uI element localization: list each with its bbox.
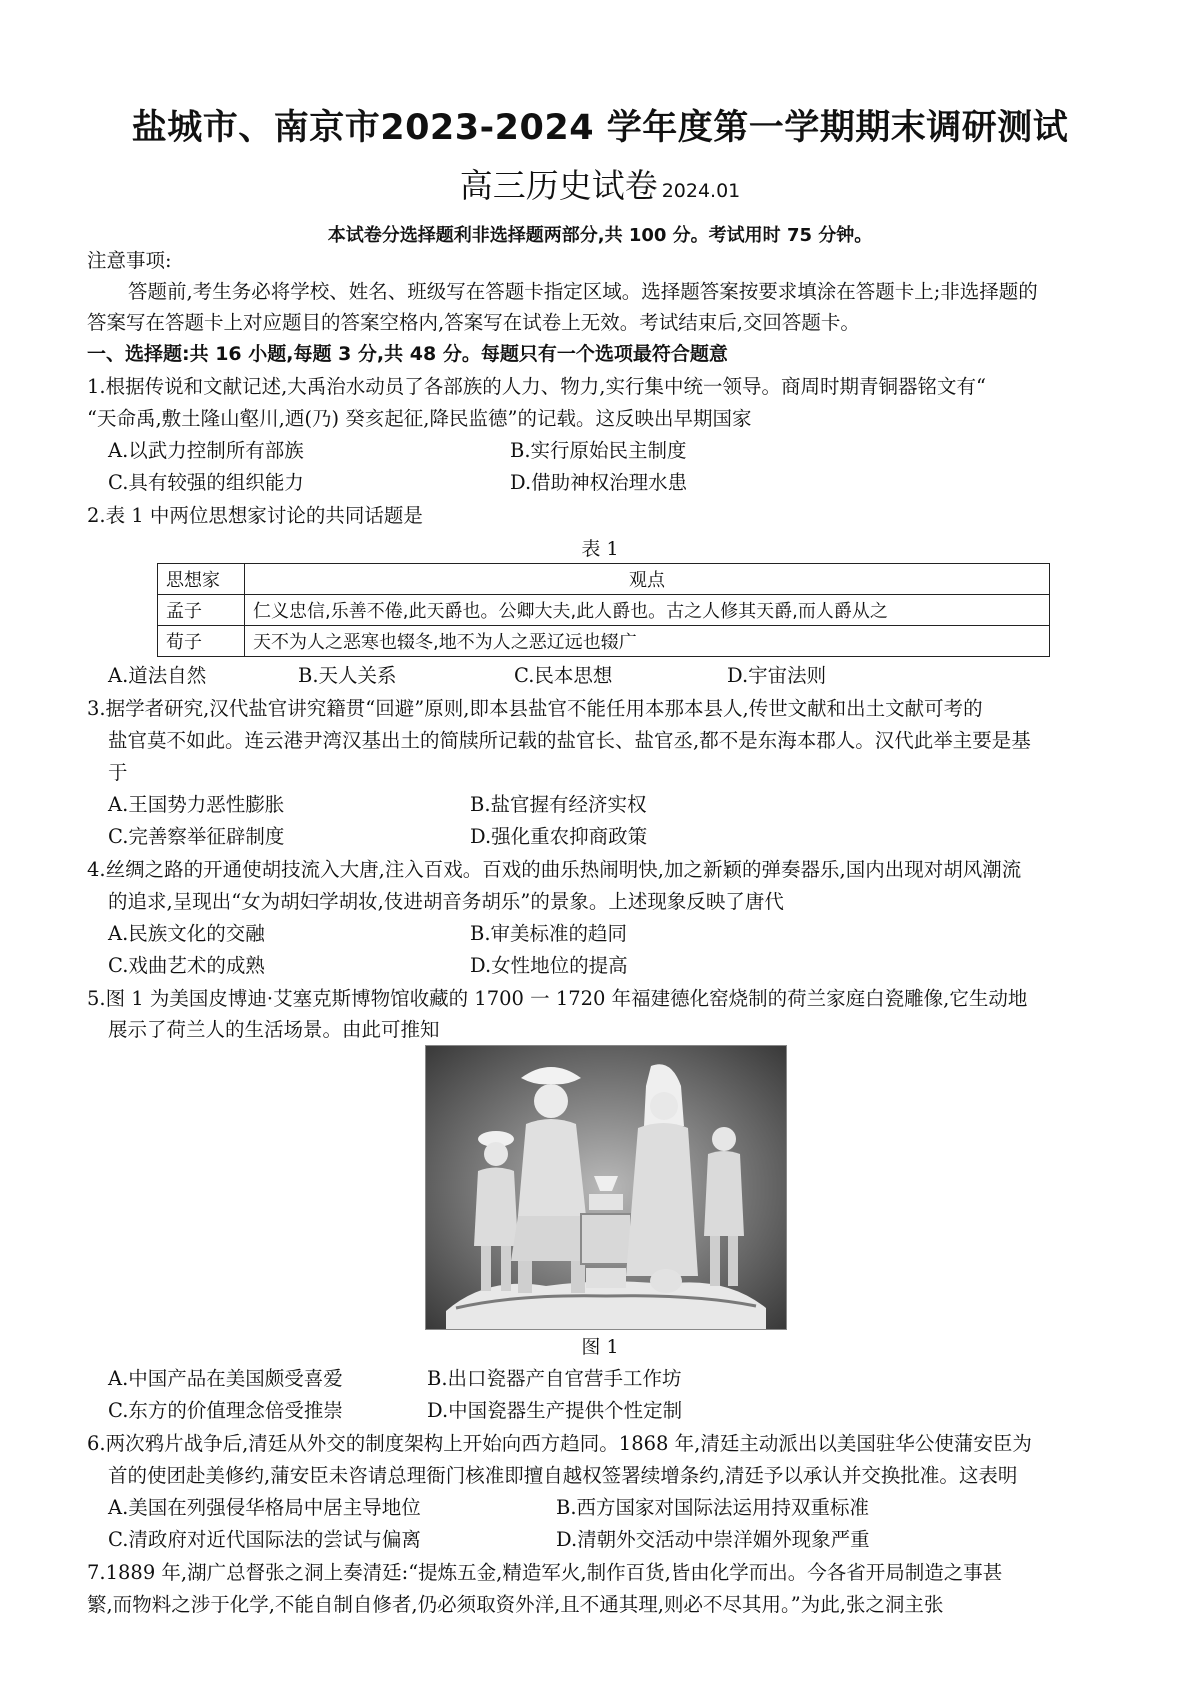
q5-stem-2: 展示了荷兰人的生活场景。由此可推知 <box>108 1018 440 1041</box>
porcelain-figure-photo <box>425 1045 787 1330</box>
q6-stem-2: 首的使团赴美修约,蒲安臣未咨请总理衙门核准即擅自越权签署续增条约,清廷予以承认并交换批准。这表明 <box>108 1464 1018 1487</box>
exam-date: 2024.01 <box>661 180 741 202</box>
q4-option-a: A.民族文化的交融 <box>108 922 265 945</box>
q2-option-d: D.宇宙法则 <box>727 664 827 687</box>
q4-stem-1: 4.丝绸之路的开通使胡技流入大唐,注入百戏。百戏的曲乐热闹明快,加之新颖的弹奏器乐,国内出现对胡风潮流 <box>87 858 1022 881</box>
q1-option-c: C.具有较强的组织能力 <box>108 471 304 494</box>
q6-stem-1: 6.两次鸦片战争后,清廷从外交的制度架构上开始向西方趋同。1868 年,清廷主动派出以美国驻华公使蒲安臣为 <box>87 1432 1032 1455</box>
exam-subtitle <box>0 160 1200 207</box>
q2-stem: 2.表 1 中两位思想家讨论的共同话题是 <box>87 504 423 527</box>
q5-option-a: A.中国产品在美国颇受喜爱 <box>108 1367 343 1390</box>
q6-option-b: B.西方国家对国际法运用持双重标准 <box>556 1496 870 1519</box>
q3-option-d: D.强化重农抑商政策 <box>470 825 648 848</box>
table-cell: 孟子 <box>158 595 245 626</box>
q3-option-a: A.王国势力恶性膨胀 <box>108 793 285 816</box>
notice-label: 注意事项: <box>87 249 172 272</box>
q4-option-d: D.女性地位的提高 <box>470 954 628 977</box>
notice-line-2: 答案写在答题卡上对应题目的答案空格内,答案写在试卷上无效。考试结束后,交回答题卡。 <box>87 311 860 334</box>
q4-option-b: B.审美标准的趋同 <box>470 922 628 945</box>
section-heading: 一、选择题:共 16 小题,每题 3 分,共 48 分。每题只有一个选项最符合题意 <box>87 343 728 365</box>
q5-option-b: B.出口瓷器产自官营手工作坊 <box>427 1367 682 1390</box>
table-header-row <box>158 564 1050 595</box>
q2-option-a: A.道法自然 <box>108 664 207 687</box>
q5-option-c: C.东方的价值理念倍受推崇 <box>108 1399 343 1422</box>
notice-line-1: 答题前,考生务必将学校、姓名、班级写在答题卡指定区域。选择题答案按要求填涂在答题卡上;非选择题的 <box>128 280 1038 303</box>
q3-stem-1: 3.据学者研究,汉代盐官讲究籍贯“回避”原则,即本县盐官不能任用本那本县人,传世文献和出土文献可考的 <box>87 697 983 720</box>
q1-option-b: B.实行原始民主制度 <box>510 439 687 462</box>
exam-title: 盐城市、南京市2023-2024 学年度第一学期期末调研测试 <box>131 108 1069 148</box>
table-row <box>158 626 1050 657</box>
table-header-cell: 思想家 <box>158 564 245 595</box>
q6-option-a: A.美国在列强侵华格局中居主导地位 <box>108 1496 421 1519</box>
table-row <box>158 595 1050 626</box>
q3-option-c: C.完善察举征辟制度 <box>108 825 285 848</box>
q1-option-d: D.借助神权治理水患 <box>510 471 688 494</box>
thinkers-table <box>157 563 1050 657</box>
q2-option-c: C.民本思想 <box>514 664 613 687</box>
q4-stem-2: 的追求,呈现出“女为胡妇学胡妆,伎进胡音务胡乐”的景象。上述现象反映了唐代 <box>108 890 784 913</box>
q1-stem-1: 1.根据传说和文献记述,大禹治水动员了各部族的人力、物力,实行集中统一领导。商周时期青铜器铭文有“ <box>87 375 986 398</box>
q3-option-b: B.盐官握有经济实权 <box>470 793 647 816</box>
q5-stem-1: 5.图 1 为美国皮博迪·艾塞克斯博物馆收藏的 1700 一 1720 年福建德化窑烧制的荷兰家庭白瓷雕像,它生动地 <box>87 987 1028 1010</box>
table-cell: 荀子 <box>158 626 245 657</box>
q7-stem-1: 7.1889 年,湖广总督张之洞上奏清廷:“提炼五金,精造军火,制作百货,皆由化学而出。今各省开局制造之事甚 <box>87 1561 1003 1584</box>
q3-stem-2: 盐官莫不如此。连云港尹湾汉基出土的简牍所记载的盐官长、盐官丞,都不是东海本郡人。汉代此举主要是基 <box>108 729 1031 752</box>
table-cell: 天不为人之恶寒也辍冬,地不为人之恶辽远也辍广 <box>245 626 1050 657</box>
porcelain-figure-image <box>426 1046 786 1329</box>
table-caption: 表 1 <box>581 538 619 560</box>
subtitle-text: 高三历史试卷 <box>459 166 658 205</box>
q1-option-a: A.以武力控制所有部族 <box>108 439 304 462</box>
q5-option-d: D.中国瓷器生产提供个性定制 <box>427 1399 683 1422</box>
q4-option-c: C.戏曲艺术的成熟 <box>108 954 265 977</box>
q6-option-d: D.清朝外交活动中崇洋媚外现象严重 <box>556 1528 870 1551</box>
q6-option-c: C.清政府对近代国际法的尝试与偏离 <box>108 1528 421 1551</box>
q7-stem-2: 繁,而物料之涉于化学,不能自制自修者,仍必须取资外洋,且不通其理,则必不尽其用。”为此,张之洞主张 <box>87 1593 944 1616</box>
q3-stem-3: 于 <box>108 761 128 784</box>
table-cell: 仁义忠信,乐善不倦,此天爵也。公卿大夫,此人爵也。古之人修其天爵,而人爵从之 <box>245 595 1050 626</box>
exam-info: 本试卷分选择题利非选择题两部分,共 100 分。考试用时 75 分钟。 <box>327 225 873 246</box>
q2-option-b: B.天人关系 <box>298 664 397 687</box>
figure-caption: 图 1 <box>581 1336 619 1358</box>
q1-stem-2: “天命禹,敷土隆山壑川,迺(乃) 癸亥起征,降民监德”的记载。这反映出早期国家 <box>87 407 752 430</box>
table-header-cell: 观点 <box>245 564 1050 595</box>
